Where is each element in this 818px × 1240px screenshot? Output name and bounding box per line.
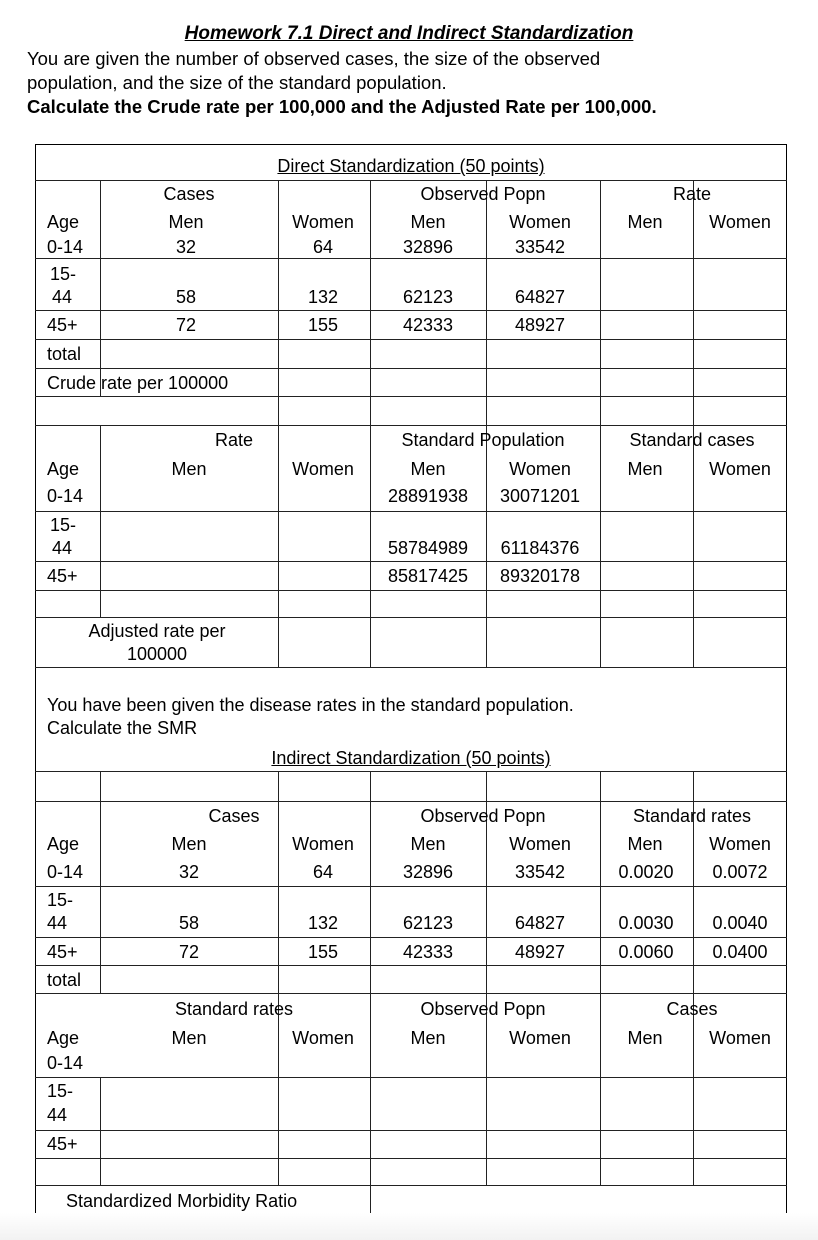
standard-rates-group-header: Standard rates [632,806,752,826]
row-age: 45+ [47,942,78,962]
cases-women-header: Women [709,1028,771,1048]
rate-group-header: Rate [672,184,712,204]
grid-line [35,368,787,369]
popn-women-header: Women [509,834,571,854]
smr-instruction: Calculate the SMR [47,718,198,738]
cases-women-cell: 132 [307,287,339,307]
grid-line [278,771,279,1185]
std-rate-women-cell: 0.0400 [712,942,768,962]
popn-men-header: Men [410,1028,446,1048]
standard-cases-group-header: Standard cases [629,430,755,450]
grid-line [35,801,787,802]
popn-women-cell: 33542 [514,862,566,882]
cases-women-cell: 155 [307,942,339,962]
popn-men-cell: 62123 [402,913,454,933]
instructions [27,47,807,119]
standard-rates-group-header: Standard rates [174,999,294,1019]
cases-women-cell: 64 [312,862,334,882]
age-header: Age [47,834,80,854]
cases-men-cell: 72 [175,315,197,335]
observed-popn-group-header: Observed Popn [420,184,546,204]
cases-men-cell: 58 [178,913,200,933]
row-age: 45+ [47,566,78,586]
crude-rate-label: Crude rate per 100000 [47,373,229,393]
observed-popn-group-header: Observed Popn [420,806,546,826]
page-title: Homework 7.1 Direct and Indirect Standardization [184,23,634,44]
indirect-section-title: Indirect Standardization (50 points) [271,748,551,768]
popn-men-cell: 42333 [402,942,454,962]
popn-men-cell: 42333 [402,315,454,335]
cases-group-header: Cases [163,184,215,204]
cases-women-cell: 64 [312,237,334,257]
grid-line [35,1158,787,1159]
grid-line [100,180,101,396]
grid-line [100,771,101,993]
popn-women-cell: 48927 [514,942,566,962]
grid-line [35,258,787,259]
grid-line [370,180,371,667]
std-rate-women-cell: 0.0072 [712,862,768,882]
std-rate-men-header: Men [627,834,663,854]
adjusted-rate-label: 100000 [126,644,188,664]
std-pop-women-cell: 89320178 [499,566,581,586]
std-rate-men-cell: 0.0030 [618,913,674,933]
popn-women-cell: 64827 [514,913,566,933]
smr-instruction: You have been given the disease rates in the standard population. [47,695,574,715]
grid-line [600,771,601,1185]
standard-population-group-header: Standard Population [401,430,565,450]
intro-bold-line: Calculate the Crude rate per 100,000 and the Adjusted Rate per 100,000. [27,96,657,117]
grid-line [600,180,601,667]
std-rate-women-header: Women [292,1028,354,1048]
row-age: 45+ [47,1134,78,1154]
popn-men-header: Men [410,212,446,232]
std-pop-men-cell: 58784989 [387,538,469,558]
grid-line [35,561,787,562]
total-label: total [47,970,82,990]
std-cases-women-header: Women [709,459,771,479]
table-border-right [786,144,787,1214]
popn-women-cell: 64827 [514,287,566,307]
row-age: 0-14 [47,237,84,257]
cases-group-header: Cases [666,999,718,1019]
grid-line [35,771,787,772]
grid-line [35,180,787,181]
cases-men-cell: 32 [178,862,200,882]
cases-men-header: Men [168,212,204,232]
grid-line [486,771,487,1185]
row-age: 15- [50,264,77,284]
cases-group-header: Cases [208,806,260,826]
std-rate-men-cell: 0.0020 [618,862,674,882]
grid-line [35,993,787,994]
rate-women-header: Women [292,459,354,479]
cases-men-header: Men [627,1028,663,1048]
row-age: 15- [47,1081,74,1101]
rate-men-header: Men [627,212,663,232]
grid-line [278,180,279,667]
grid-line [693,771,694,1185]
grid-line [35,1130,787,1131]
age-header: Age [47,212,80,232]
cases-men-header: Men [171,834,207,854]
row-age: 0-14 [47,862,84,882]
row-age: 15- [47,890,74,910]
popn-men-header: Men [410,834,446,854]
cases-women-cell: 132 [307,913,339,933]
cases-men-cell: 72 [178,942,200,962]
age-header: Age [47,459,80,479]
std-rate-women-header: Women [709,834,771,854]
page-edge-shadow [0,1213,818,1240]
grid-line [35,396,787,397]
std-rate-men-header: Men [171,1028,207,1048]
popn-men-cell: 32896 [402,862,454,882]
std-pop-men-cell: 85817425 [387,566,469,586]
grid-line [35,886,787,887]
age-header: Age [47,1028,80,1048]
grid-line [486,180,487,667]
grid-line [35,1077,787,1078]
smr-label: Standardized Morbidity Ratio [66,1191,298,1211]
popn-men-cell: 62123 [402,287,454,307]
row-age: 44 [47,913,68,933]
row-age: 44 [52,287,73,307]
observed-popn-group-header: Observed Popn [420,999,546,1019]
grid-line [35,511,787,512]
std-rate-men-cell: 0.0060 [618,942,674,962]
std-pop-women-cell: 61184376 [500,538,580,558]
rate-women-header: Women [709,212,771,232]
grid-line [35,590,787,591]
table-border-left [35,144,36,1214]
direct-section-title: Direct Standardization (50 points) [277,156,545,176]
std-pop-women-header: Women [509,459,571,479]
grid-line [35,965,787,966]
cases-women-cell: 155 [307,315,339,335]
cases-women-header: Women [292,834,354,854]
adjusted-rate-label: Adjusted rate per [88,621,226,641]
std-pop-men-cell: 28891938 [387,486,469,506]
cases-men-cell: 58 [175,287,197,307]
grid-line [100,1077,101,1185]
grid-line [35,617,787,618]
grid-line [370,771,371,1213]
row-age: 44 [52,538,73,558]
row-age: 0-14 [47,1053,84,1073]
popn-women-cell: 48927 [514,315,566,335]
row-age: 44 [47,1105,68,1125]
intro-line-1: You are given the number of observed cases, the size of the observed [27,48,601,69]
row-age: 0-14 [47,486,84,506]
grid-line [100,425,101,617]
rate-men-header: Men [171,459,207,479]
grid-line [35,1185,787,1186]
intro-line-2: population, and the size of the standard population. [27,72,447,93]
grid-line [35,667,787,668]
grid-line [35,425,787,426]
grid-line [693,180,694,667]
row-age: 15- [50,515,77,535]
grid-line [35,310,787,311]
grid-line [35,937,787,938]
std-cases-men-header: Men [627,459,663,479]
popn-women-header: Women [509,212,571,232]
std-pop-women-cell: 30071201 [499,486,581,506]
cases-women-header: Women [292,212,354,232]
total-label: total [47,344,82,364]
std-pop-men-header: Men [410,459,446,479]
row-age: 45+ [47,315,78,335]
std-rate-women-cell: 0.0040 [712,913,768,933]
grid-line [35,339,787,340]
popn-women-header: Women [509,1028,571,1048]
popn-men-cell: 32896 [402,237,454,257]
rate-group-header: Rate [214,430,254,450]
table-border-top [35,144,787,145]
popn-women-cell: 33542 [514,237,566,257]
cases-men-cell: 32 [175,237,197,257]
